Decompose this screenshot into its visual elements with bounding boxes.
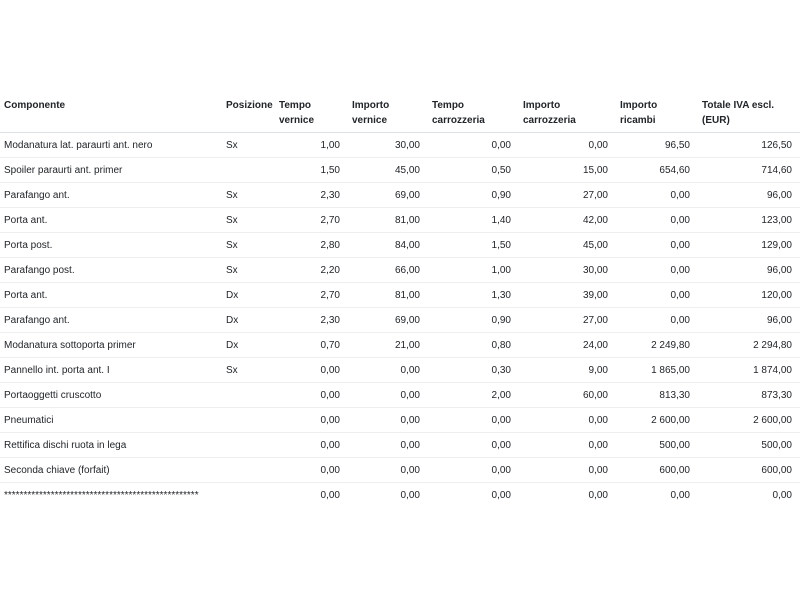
cell-importo-vernice: 30,00 — [348, 133, 428, 158]
cell-tempo-vernice: 0,00 — [275, 433, 348, 458]
cell-tempo-vernice: 2,20 — [275, 258, 348, 283]
cell-tempo-carrozzeria: 0,50 — [428, 158, 519, 183]
cell-componente: Modanatura sottoporta primer — [0, 333, 222, 358]
table-body — [0, 133, 800, 508]
cell-importo-carrozzeria: 30,00 — [519, 258, 616, 283]
cell-tempo-vernice: 2,70 — [275, 283, 348, 308]
table-row — [0, 308, 800, 333]
cell-totale: 1 874,00 — [698, 358, 800, 383]
header-importo-vernice: Importo vernice — [348, 92, 428, 133]
cell-importo-vernice: 0,00 — [348, 383, 428, 408]
cell-tempo-carrozzeria: 0,00 — [428, 133, 519, 158]
cell-importo-ricambi: 96,50 — [616, 133, 698, 158]
cell-tempo-carrozzeria: 1,00 — [428, 258, 519, 283]
cell-componente: ************************************************** — [4, 489, 199, 501]
cell-tempo-carrozzeria: 0,00 — [428, 408, 519, 433]
cell-componente: Pannello int. porta ant. I — [0, 358, 222, 383]
cell-importo-carrozzeria: 0,00 — [519, 408, 616, 433]
cell-importo-vernice: 84,00 — [348, 233, 428, 258]
cell-importo-ricambi: 2 600,00 — [616, 408, 698, 433]
table-row — [0, 383, 800, 408]
cell-tempo-carrozzeria: 1,30 — [428, 283, 519, 308]
cell-totale: 2 600,00 — [698, 408, 800, 433]
cell-importo-carrozzeria: 0,00 — [519, 433, 616, 458]
cell-tempo-vernice: 2,80 — [275, 233, 348, 258]
cell-importo-ricambi: 0,00 — [616, 233, 698, 258]
cell-importo-vernice: 45,00 — [348, 158, 428, 183]
header-importo-carrozzeria: Importo carrozzeria — [519, 92, 616, 133]
cell-tempo-vernice: 1,50 — [275, 158, 348, 183]
cell-importo-ricambi: 813,30 — [616, 383, 698, 408]
table-row — [0, 333, 800, 358]
cell-posizione: Sx — [222, 258, 275, 283]
cell-totale: 2 294,80 — [698, 333, 800, 358]
cell-importo-ricambi: 2 249,80 — [616, 333, 698, 358]
cell-posizione — [222, 158, 275, 183]
cell-importo-ricambi: 1 865,00 — [616, 358, 698, 383]
cell-tempo-carrozzeria: 0,00 — [491, 489, 511, 501]
cell-importo-carrozzeria: 0,00 — [588, 489, 608, 501]
cell-posizione — [222, 433, 275, 458]
header-componente: Componente — [0, 92, 222, 133]
cell-importo-vernice: 81,00 — [348, 208, 428, 233]
cell-importo-ricambi: 0,00 — [616, 308, 698, 333]
cell-importo-vernice: 0,00 — [400, 489, 420, 501]
cell-importo-ricambi: 0,00 — [616, 208, 698, 233]
cell-importo-carrozzeria: 27,00 — [519, 183, 616, 208]
cell-importo-vernice: 0,00 — [348, 433, 428, 458]
cell-importo-ricambi: 0,00 — [616, 258, 698, 283]
cell-importo-ricambi: 654,60 — [616, 158, 698, 183]
cell-posizione — [222, 458, 275, 483]
cell-tempo-carrozzeria: 0,00 — [428, 433, 519, 458]
cell-importo-carrozzeria: 24,00 — [519, 333, 616, 358]
header-tempo-carrozzeria: Tempo carrozzeria — [428, 92, 519, 133]
cell-tempo-vernice: 0,00 — [275, 383, 348, 408]
cell-tempo-carrozzeria: 2,00 — [428, 383, 519, 408]
table-row — [0, 183, 800, 208]
cell-tempo-carrozzeria: 0,90 — [428, 183, 519, 208]
cell-totale: 96,00 — [698, 258, 800, 283]
cell-tempo-vernice: 2,30 — [275, 308, 348, 333]
cell-importo-vernice: 81,00 — [348, 283, 428, 308]
table-row — [0, 133, 800, 158]
cell-posizione — [222, 383, 275, 408]
cell-componente: Spoiler paraurti ant. primer — [0, 158, 222, 183]
cell-totale: 600,00 — [698, 458, 800, 483]
cell-componente: Seconda chiave (forfait) — [0, 458, 222, 483]
cell-componente: Porta ant. — [0, 208, 222, 233]
cell-tempo-carrozzeria: 0,80 — [428, 333, 519, 358]
cell-posizione: Dx — [222, 283, 275, 308]
table-row — [0, 233, 800, 258]
cell-totale: 120,00 — [698, 283, 800, 308]
cell-componente: Parafango ant. — [0, 183, 222, 208]
cell-importo-vernice: 69,00 — [348, 308, 428, 333]
table-row — [0, 208, 800, 233]
cell-importo-vernice: 0,00 — [348, 458, 428, 483]
cell-tempo-carrozzeria: 1,50 — [428, 233, 519, 258]
table-row — [0, 283, 800, 308]
cell-tempo-vernice: 2,70 — [275, 208, 348, 233]
cell-componente: Porta post. — [0, 233, 222, 258]
cell-tempo-vernice: 0,70 — [275, 333, 348, 358]
repair-cost-table-container — [0, 92, 800, 507]
cell-posizione: Dx — [222, 308, 275, 333]
cell-importo-carrozzeria: 0,00 — [519, 133, 616, 158]
cell-totale: 129,00 — [698, 233, 800, 258]
cell-tempo-vernice: 1,00 — [275, 133, 348, 158]
cell-tempo-vernice: 0,00 — [275, 458, 348, 483]
table-row — [0, 358, 800, 383]
cell-tempo-vernice: 0,00 — [275, 358, 348, 383]
cell-totale: 123,00 — [698, 208, 800, 233]
cell-posizione: Sx — [222, 233, 275, 258]
cell-componente: Modanatura lat. paraurti ant. nero — [0, 133, 222, 158]
cell-importo-vernice: 21,00 — [348, 333, 428, 358]
cell-importo-carrozzeria: 9,00 — [519, 358, 616, 383]
cell-importo-carrozzeria: 39,00 — [519, 283, 616, 308]
cell-totale: 126,50 — [698, 133, 800, 158]
header-tempo-vernice: Tempo vernice — [275, 92, 348, 133]
table-row — [0, 258, 800, 283]
cell-importo-ricambi: 500,00 — [616, 433, 698, 458]
cell-totale: 714,60 — [698, 158, 800, 183]
cell-tempo-carrozzeria: 1,40 — [428, 208, 519, 233]
cell-totale: 96,00 — [698, 308, 800, 333]
cell-componente: Portaoggetti cruscotto — [0, 383, 222, 408]
cell-tempo-carrozzeria: 0,30 — [428, 358, 519, 383]
cell-componente: Pneumatici — [0, 408, 222, 433]
table-row — [0, 483, 800, 508]
cell-tempo-vernice: 0,00 — [275, 408, 348, 433]
cell-importo-carrozzeria: 60,00 — [519, 383, 616, 408]
cell-importo-carrozzeria: 15,00 — [519, 158, 616, 183]
cell-importo-vernice: 66,00 — [348, 258, 428, 283]
cell-posizione: Sx — [222, 133, 275, 158]
header-totale: Totale IVA escl. (EUR) — [698, 92, 800, 133]
cell-componente: Porta ant. — [0, 283, 222, 308]
cell-importo-vernice: 69,00 — [348, 183, 428, 208]
cell-importo-carrozzeria: 45,00 — [519, 233, 616, 258]
table-row — [0, 408, 800, 433]
cell-importo-carrozzeria: 27,00 — [519, 308, 616, 333]
cell-componente: Rettifica dischi ruota in lega — [0, 433, 222, 458]
cell-componente: Parafango ant. — [0, 308, 222, 333]
cell-componente: Parafango post. — [0, 258, 222, 283]
cell-importo-carrozzeria: 42,00 — [519, 208, 616, 233]
cell-importo-carrozzeria: 0,00 — [519, 458, 616, 483]
cell-totale: 0,00 — [772, 489, 792, 501]
cell-importo-vernice: 0,00 — [348, 408, 428, 433]
cell-posizione — [222, 483, 275, 508]
table-row — [0, 158, 800, 183]
repair-cost-table — [0, 92, 800, 507]
cell-totale: 96,00 — [698, 183, 800, 208]
cell-importo-ricambi: 0,00 — [670, 489, 690, 501]
cell-posizione: Dx — [222, 333, 275, 358]
cell-importo-ricambi: 0,00 — [616, 183, 698, 208]
table-row — [0, 433, 800, 458]
cell-posizione: Sx — [222, 183, 275, 208]
cell-totale: 500,00 — [698, 433, 800, 458]
cell-tempo-vernice: 0,00 — [320, 489, 340, 501]
cell-importo-ricambi: 600,00 — [616, 458, 698, 483]
table-row — [0, 458, 800, 483]
cell-posizione: Sx — [222, 358, 275, 383]
header-importo-ricambi: Importo ricambi — [616, 92, 698, 133]
cell-tempo-vernice: 2,30 — [275, 183, 348, 208]
cell-totale: 873,30 — [698, 383, 800, 408]
cell-importo-ricambi: 0,00 — [616, 283, 698, 308]
cell-importo-vernice: 0,00 — [348, 358, 428, 383]
cell-tempo-carrozzeria: 0,90 — [428, 308, 519, 333]
cell-posizione: Sx — [222, 208, 275, 233]
cell-posizione — [222, 408, 275, 433]
table-header-row — [0, 92, 800, 133]
cell-tempo-carrozzeria: 0,00 — [428, 458, 519, 483]
header-posizione: Posizione — [222, 92, 275, 133]
